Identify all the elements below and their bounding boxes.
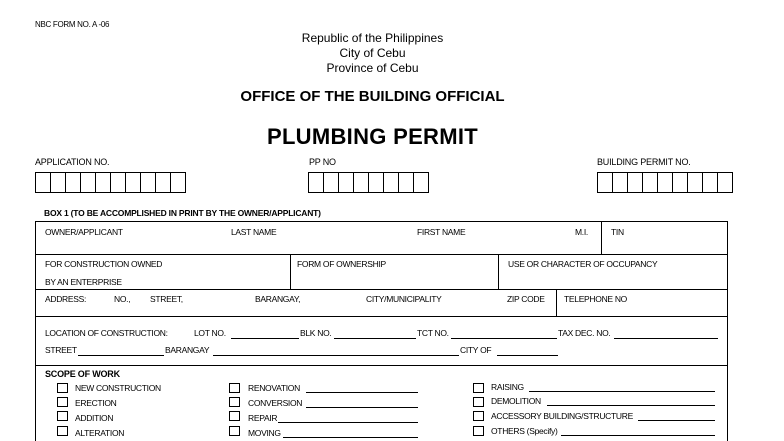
accessory-building-field[interactable] xyxy=(638,420,715,421)
office-title: OFFICE OF THE BUILDING OFFICIAL xyxy=(240,88,505,105)
republic-text: Republic of the Philippines xyxy=(301,31,444,45)
pp-no-boxes[interactable] xyxy=(308,172,429,193)
repair-field[interactable] xyxy=(278,422,418,423)
page-title: PLUMBING PERMIT xyxy=(266,124,479,149)
street-label: STREET xyxy=(45,345,77,355)
form-number: NBC FORM NO. A -06 xyxy=(35,20,110,29)
zip-code-label: ZIP CODE xyxy=(507,294,545,304)
tct-no-field[interactable] xyxy=(451,338,557,339)
others-checkbox[interactable] xyxy=(473,426,484,436)
mi-label: M.I. xyxy=(575,227,588,237)
erection-label: ERECTION xyxy=(75,398,117,408)
tin-label: TIN xyxy=(611,227,624,237)
repair-label: REPAIR xyxy=(248,413,278,423)
tct-no-label: TCT NO. xyxy=(417,328,449,338)
telephone-label: TELEPHONE NO xyxy=(564,294,627,304)
last-name-label: LAST NAME xyxy=(231,227,277,237)
addition-label: ADDITION xyxy=(75,413,114,423)
for-construction-label: FOR CONSTRUCTION OWNED xyxy=(45,259,163,269)
conversion-field[interactable] xyxy=(306,407,418,408)
scope-heading: SCOPE OF WORK xyxy=(45,369,120,379)
pp-no-label: PP NO xyxy=(309,157,336,167)
barangay-field[interactable] xyxy=(213,355,459,356)
city-text: City of Cebu xyxy=(339,46,406,60)
box1-heading: BOX 1 (TO BE ACCOMPLISHED IN PRINT BY THE OWNER/APPLICANT) xyxy=(44,208,321,218)
conversion-checkbox[interactable] xyxy=(229,397,240,407)
province-text: Province of Cebu xyxy=(326,61,419,75)
address-street-label: STREET, xyxy=(150,294,183,304)
others-field[interactable] xyxy=(561,435,715,436)
renovation-field[interactable] xyxy=(306,392,418,393)
city-of-field[interactable] xyxy=(497,355,558,356)
address-no-label: NO., xyxy=(114,294,131,304)
address-barangay-label: BARANGAY, xyxy=(255,294,301,304)
demolition-checkbox[interactable] xyxy=(473,397,484,407)
raising-checkbox[interactable] xyxy=(473,383,484,393)
moving-checkbox[interactable] xyxy=(229,426,240,436)
building-permit-no-boxes[interactable] xyxy=(597,172,733,193)
address-label: ADDRESS: xyxy=(45,294,87,304)
address-city-label: CITY/MUNICIPALITY xyxy=(366,294,442,304)
application-no-label: APPLICATION NO. xyxy=(35,157,110,167)
addition-checkbox[interactable] xyxy=(57,411,68,421)
alteration-checkbox[interactable] xyxy=(57,426,68,436)
moving-field[interactable] xyxy=(283,437,418,438)
lot-no-field[interactable] xyxy=(231,338,299,339)
alteration-label: ALTERATION xyxy=(75,428,125,438)
application-no-boxes[interactable] xyxy=(35,172,186,193)
tax-dec-no-field[interactable] xyxy=(614,338,718,339)
building-permit-no-label: BUILDING PERMIT NO. xyxy=(597,157,691,167)
barangay-label: BARANGAY xyxy=(165,345,210,355)
new-construction-label: NEW CONSTRUCTION xyxy=(75,383,161,393)
by-enterprise-label: BY AN ENTERPRISE xyxy=(45,277,122,287)
blk-no-field[interactable] xyxy=(334,338,416,339)
raising-label: RAISING xyxy=(491,382,524,392)
demolition-field[interactable] xyxy=(547,405,715,406)
lot-no-label: LOT NO. xyxy=(194,328,226,338)
raising-field[interactable] xyxy=(529,391,715,392)
owner-applicant-label: OWNER/APPLICANT xyxy=(45,227,123,237)
first-name-label: FIRST NAME xyxy=(417,227,466,237)
conversion-label: CONVERSION xyxy=(248,398,303,408)
erection-checkbox[interactable] xyxy=(57,397,68,407)
repair-checkbox[interactable] xyxy=(229,411,240,421)
new-construction-checkbox[interactable] xyxy=(57,383,68,393)
moving-label: MOVING xyxy=(248,428,281,438)
demolition-label: DEMOLITION xyxy=(491,396,541,406)
street-field[interactable] xyxy=(78,355,164,356)
box1-border-top xyxy=(35,221,728,222)
others-label: OTHERS (Specify) xyxy=(491,426,558,436)
accessory-building-label: ACCESSORY BUILDING/STRUCTURE xyxy=(491,411,633,421)
city-of-label: CITY OF xyxy=(460,345,492,355)
use-of-occupancy-label: USE OR CHARACTER OF OCCUPANCY xyxy=(508,259,658,269)
tax-dec-no-label: TAX DEC. NO. xyxy=(558,328,611,338)
form-of-ownership-label: FORM OF OWNERSHIP xyxy=(297,259,386,269)
renovation-label: RENOVATION xyxy=(248,383,300,393)
location-label: LOCATION OF CONSTRUCTION: xyxy=(45,328,168,338)
accessory-building-checkbox[interactable] xyxy=(473,411,484,421)
blk-no-label: BLK NO. xyxy=(300,328,332,338)
renovation-checkbox[interactable] xyxy=(229,383,240,393)
